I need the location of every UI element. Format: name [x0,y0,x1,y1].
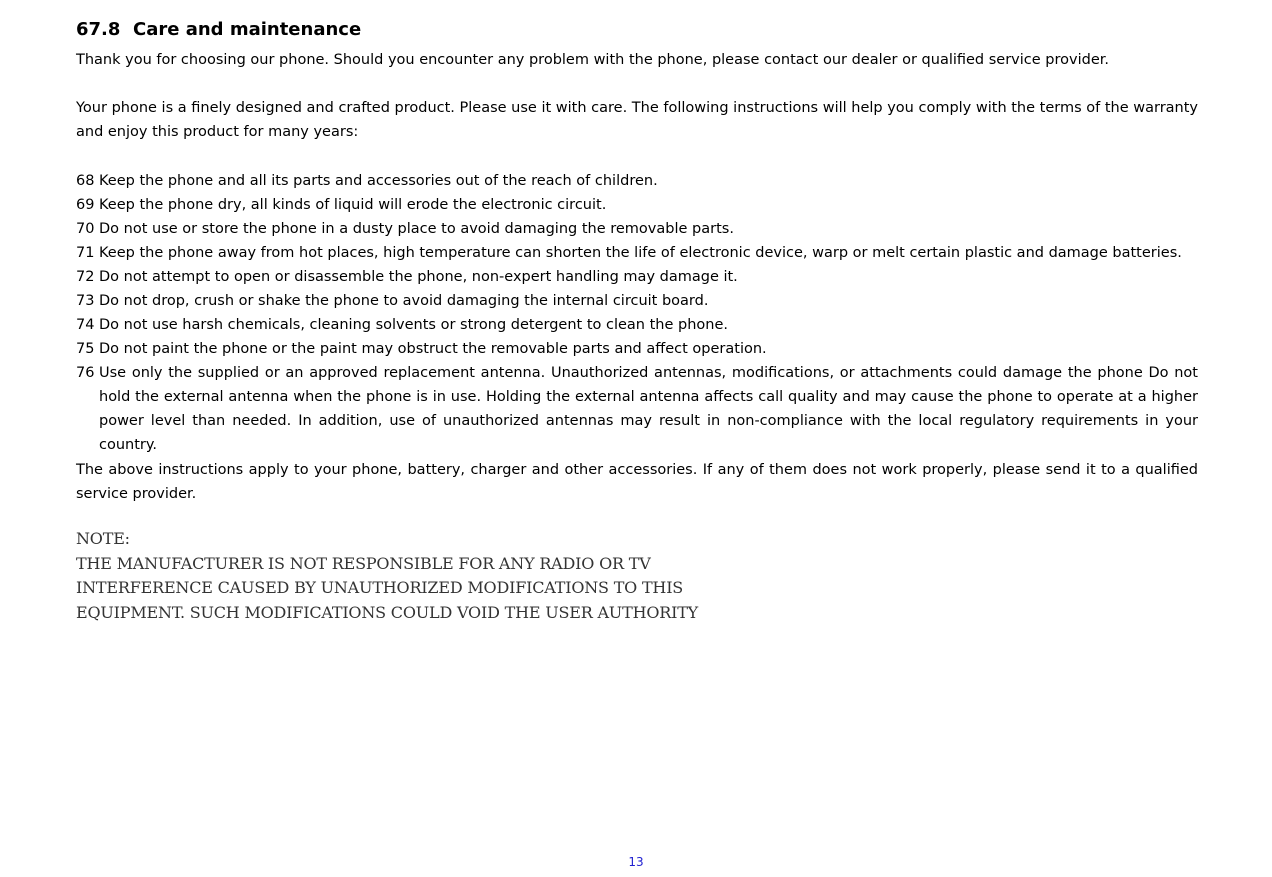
list-item-number: 76 [76,365,95,381]
list-item-text: Do not use harsh chemicals, cleaning solvents or strong detergent to clean the phone. [99,317,728,333]
list-item-text: Do not drop, crush or shake the phone to avoid damaging the internal circuit board. [99,293,709,309]
list-item-number: 73 [76,293,95,309]
list-item-text: Do not paint the phone or the paint may obstruct the removable parts and affect operation. [99,341,767,357]
list-item-number: 70 [76,221,95,237]
page-number: 13 [628,855,644,869]
intro-paragraph: Thank you for choosing our phone. Should you encounter any problem with the phone, please contact our dealer or qualified service provider. [76,52,1109,68]
list-item-number: 71 [76,245,95,261]
care-paragraph: Your phone is a finely designed and crafted product. Please use it with care. The following instructions will help you comply with the terms of the warranty and enjoy this product for many years: [76,100,1198,140]
list-item-text: Use only the supplied or an approved replacement antenna. Unauthorized antennas, modifications, or attachments could damage the phone Do not hold the external antenna when the phone is in use. Holding the external antenna affects call quality and may cause the phone to operate at a higher power level than needed. In addition, use of unauthorized antennas may result in non-compliance with the local regulatory requirements in your country. [99,365,1198,453]
list-item-number: 72 [76,269,95,285]
list-item-text: Keep the phone and all its parts and accessories out of the reach of children. [99,173,658,189]
note-line: EQUIPMENT. SUCH MODIFICATIONS COULD VOID THE USER AUTHORITY [76,603,699,623]
list-item-number: 74 [76,317,95,333]
list-item [76,361,1198,457]
list-item [76,193,1198,217]
note-label: NOTE: [76,529,130,548]
instruction-list [76,169,1198,457]
list-item-text: Keep the phone dry, all kinds of liquid will erode the electronic circuit. [99,197,607,213]
note-block [76,527,698,626]
list-item [76,289,1198,313]
list-item [76,241,1198,265]
list-item [76,313,1198,337]
note-line: INTERFERENCE CAUSED BY UNAUTHORIZED MODIFICATIONS TO THIS [76,578,684,598]
list-item-number: 68 [76,173,95,189]
section-number: 67.8 [76,19,121,40]
list-item-number: 69 [76,197,95,213]
section-title: Care and maintenance [133,19,362,40]
list-item [76,265,1198,289]
list-item-text: Keep the phone away from hot places, high temperature can shorten the life of electronic device, warp or melt certain plastic and damage batteries. [99,245,1182,261]
closing-paragraph: The above instructions apply to your phone, battery, charger and other accessories. If any of them does not work properly, please send it to a qualified service provider. [76,462,1198,502]
note-line: THE MANUFACTURER IS NOT RESPONSIBLE FOR ANY RADIO OR TV [76,553,651,573]
list-item-text: Do not use or store the phone in a dusty place to avoid damaging the removable parts. [99,221,734,237]
list-item [76,337,1198,361]
list-item-number: 75 [76,341,95,357]
section-heading [76,18,361,42]
list-item [76,217,1198,241]
list-item [76,169,1198,193]
list-item-text: Do not attempt to open or disassemble the phone, non-expert handling may damage it. [99,269,738,285]
